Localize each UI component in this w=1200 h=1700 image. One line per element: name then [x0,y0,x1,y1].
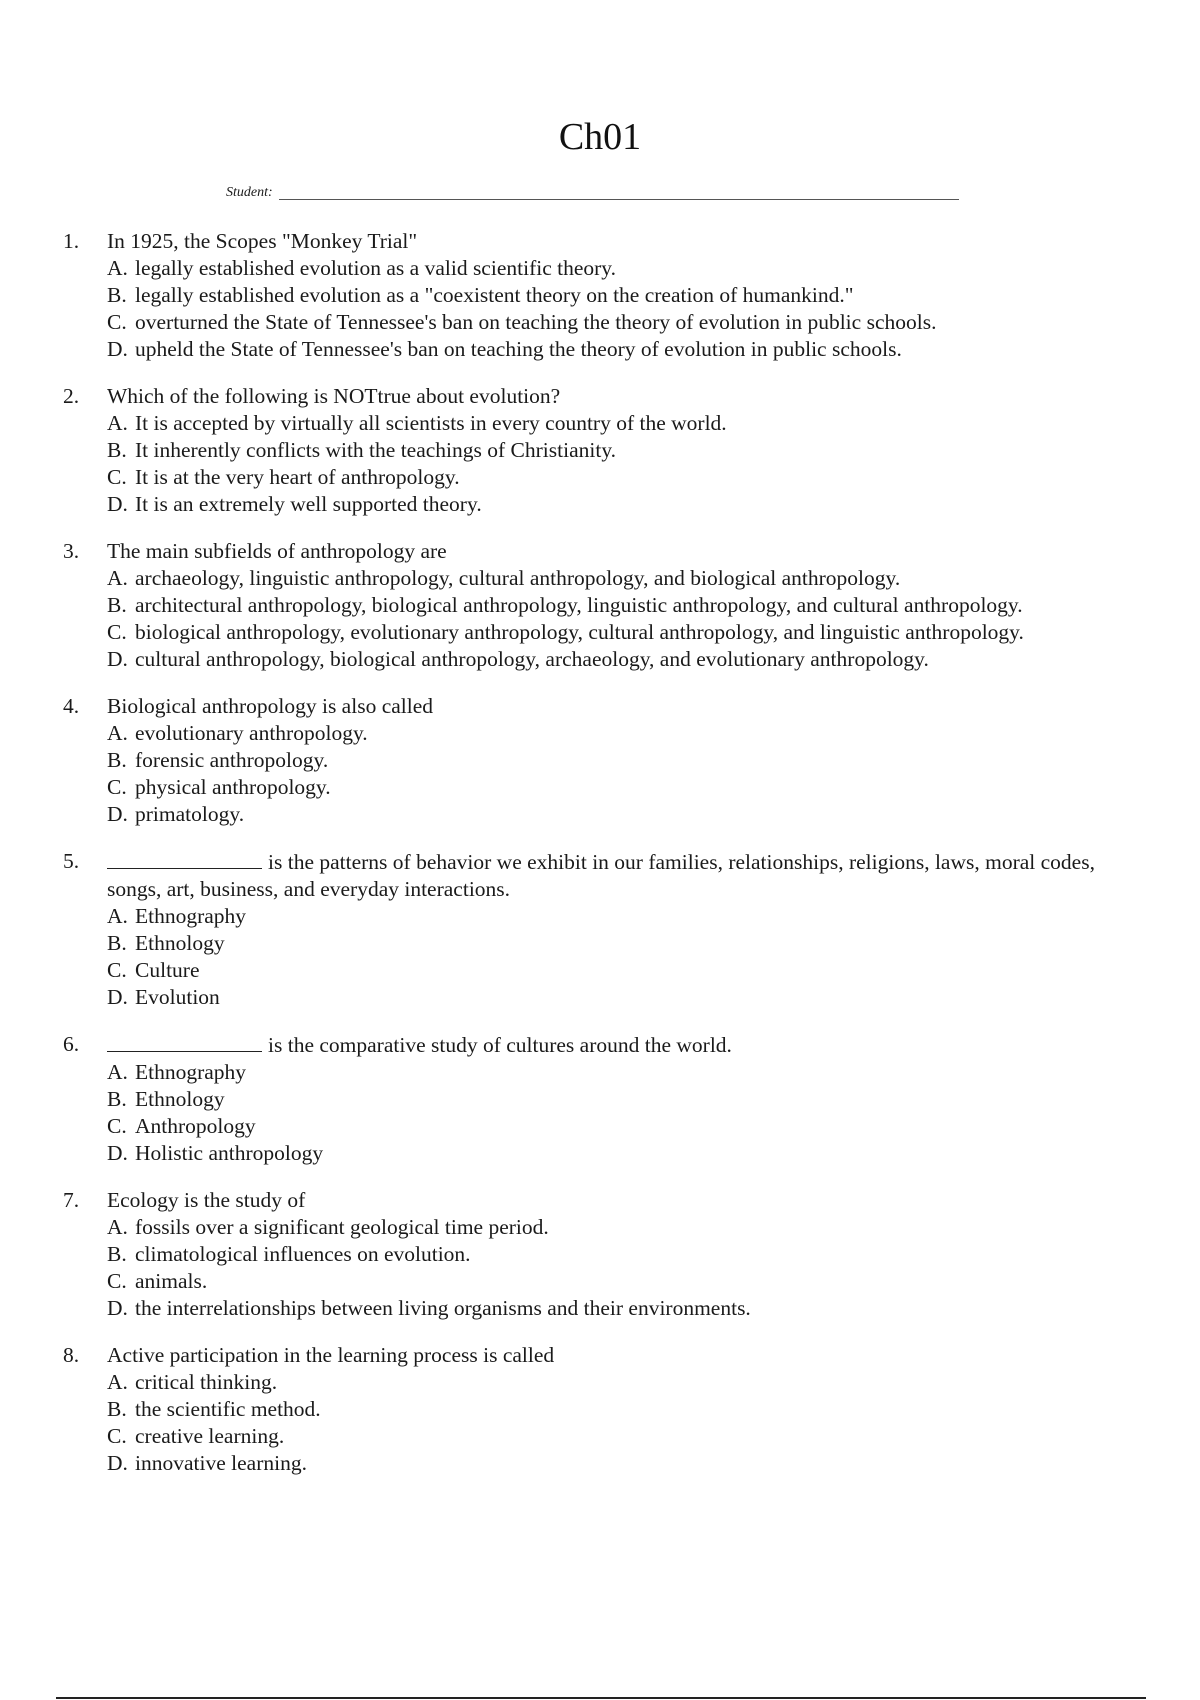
option-a [107,1059,1150,1086]
option-b [107,592,1150,619]
question-stem: Which of the following is NOTtrue about evolution? [107,384,561,408]
question-stem-line [107,848,1150,903]
option-letter: C. [107,620,127,644]
option-text: critical thinking. [135,1370,278,1394]
option-letter: C. [107,1269,127,1293]
option-letter: D. [107,1296,128,1320]
option-text: architectural anthropology, biological anthropology, linguistic anthropology, and cultural anthropology. [135,593,1023,617]
option-letter: D. [107,1451,128,1475]
option-letter: D. [107,802,128,826]
question-stem: Active participation in the learning process is called [107,1343,555,1367]
option-text: primatology. [135,802,245,826]
student-name-line [279,199,959,200]
option-letter: A. [107,721,128,745]
option-letter: A. [107,1215,128,1239]
option-a [107,1214,1150,1241]
question-3 [60,538,1150,673]
question-stem: In 1925, the Scopes "Monkey Trial" [107,229,418,253]
option-text: legally established evolution as a "coexistent theory on the creation of humankind." [135,283,854,307]
option-a [107,565,1150,592]
option-text: overturned the State of Tennessee's ban on teaching the theory of evolution in public schools. [135,310,937,334]
option-text: evolutionary anthropology. [135,721,368,745]
option-d [107,1450,1150,1477]
option-b [107,1396,1150,1423]
option-text: fossils over a significant geological time period. [135,1215,549,1239]
option-letter: B. [107,931,127,955]
question-number: 4. [63,694,80,718]
option-text: Ethnography [135,904,247,928]
option-text: Ethnography [135,1060,247,1084]
option-letter: A. [107,411,128,435]
option-text: Anthropology [135,1114,256,1138]
option-letter: C. [107,1114,127,1138]
option-letter: C. [107,310,127,334]
option-letter: A. [107,1370,128,1394]
option-a [107,1369,1150,1396]
option-text: Holistic anthropology [135,1141,324,1165]
question-1 [60,228,1150,363]
question-stem: Biological anthropology is also called [107,694,434,718]
option-text: creative learning. [135,1424,285,1448]
option-letter: B. [107,283,127,307]
option-c [107,464,1150,491]
option-c [107,1423,1150,1450]
option-text: It is an extremely well supported theory. [135,492,482,516]
option-text: Ethnology [135,1087,225,1111]
option-letter: B. [107,1242,127,1266]
option-b [107,747,1150,774]
option-letter: A. [107,256,128,280]
question-5 [60,848,1150,1011]
question-number: 8. [63,1343,80,1367]
option-letter: B. [107,1397,127,1421]
option-text: forensic anthropology. [135,748,329,772]
option-c [107,774,1150,801]
option-c [107,957,1150,984]
option-text: biological anthropology, evolutionary anthropology, cultural anthropology, and linguistic anthropology. [135,620,1024,644]
question-number: 2. [63,384,80,408]
question-stem: Ecology is the study of [107,1188,306,1212]
option-d [107,336,1150,363]
option-letter: A. [107,1060,128,1084]
question-stem: is the patterns of behavior we exhibit in our families, relationships, religions, laws, moral codes, songs, art, business, and everyday interactions. [107,850,1095,901]
option-letter: D. [107,1141,128,1165]
option-a [107,720,1150,747]
question-number: 3. [63,539,80,563]
question-number: 1. [63,229,80,253]
option-c [107,309,1150,336]
option-b [107,282,1150,309]
option-letter: B. [107,438,127,462]
option-a [107,410,1150,437]
option-text: cultural anthropology, biological anthropology, archaeology, and evolutionary anthropology. [135,647,929,671]
option-letter: D. [107,492,128,516]
option-letter: C. [107,775,127,799]
option-text: legally established evolution as a valid scientific theory. [135,256,617,280]
answer-blank [107,848,262,869]
option-letter: D. [107,647,128,671]
option-d [107,984,1150,1011]
option-text: archaeology, linguistic anthropology, cultural anthropology, and biological anthropology. [135,566,901,590]
option-a [107,255,1150,282]
option-letter: B. [107,593,127,617]
question-stem-line [107,1031,1150,1059]
option-text: physical anthropology. [135,775,331,799]
question-stem: The main subfields of anthropology are [107,539,447,563]
option-letter: B. [107,748,127,772]
option-letter: C. [107,958,127,982]
option-text: Culture [135,958,200,982]
page-title: Ch01 [558,116,642,158]
option-letter: D. [107,337,128,361]
option-a [107,903,1150,930]
option-text: Evolution [135,985,220,1009]
option-text: It is at the very heart of anthropology. [135,465,460,489]
option-letter: B. [107,1087,127,1111]
option-text: Ethnology [135,931,225,955]
question-4 [60,693,1150,828]
option-b [107,1241,1150,1268]
question-number: 5. [63,849,80,873]
option-text: climatological influences on evolution. [135,1242,471,1266]
option-d [107,491,1150,518]
option-letter: A. [107,904,128,928]
option-d [107,1140,1150,1167]
question-2 [60,383,1150,518]
option-d [107,1295,1150,1322]
option-text: animals. [135,1269,208,1293]
option-letter: D. [107,985,128,1009]
option-text: upheld the State of Tennessee's ban on teaching the theory of evolution in public schools. [135,337,902,361]
question-7 [60,1187,1150,1322]
option-text: the scientific method. [135,1397,321,1421]
option-b [107,437,1150,464]
option-b [107,930,1150,957]
option-letter: C. [107,465,127,489]
option-letter: A. [107,566,128,590]
option-d [107,646,1150,673]
option-text: It is accepted by virtually all scientists in every country of the world. [135,411,727,435]
question-list [60,228,1150,1497]
option-b [107,1086,1150,1113]
option-c [107,619,1150,646]
footer-divider [56,1697,1146,1699]
option-c [107,1268,1150,1295]
question-number: 7. [63,1188,80,1212]
option-text: It inherently conflicts with the teachings of Christianity. [135,438,617,462]
question-6 [60,1031,1150,1167]
question-number: 6. [63,1032,80,1056]
student-field [226,184,959,202]
question-stem: is the comparative study of cultures around the world. [268,1033,732,1057]
option-c [107,1113,1150,1140]
answer-blank [107,1031,262,1052]
option-text: the interrelationships between living organisms and their environments. [135,1296,751,1320]
option-d [107,801,1150,828]
option-letter: C. [107,1424,127,1448]
question-8 [60,1342,1150,1477]
option-text: innovative learning. [135,1451,307,1475]
student-label: Student: [226,185,273,200]
